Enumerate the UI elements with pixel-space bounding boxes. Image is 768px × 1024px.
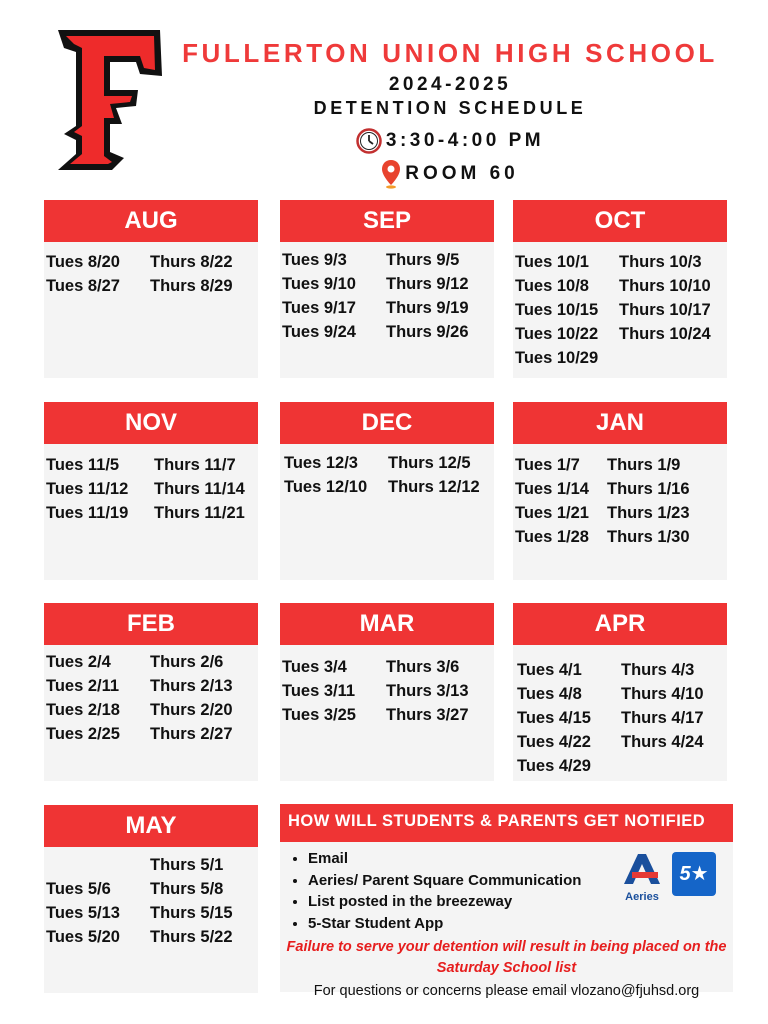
- month-card-mar: [280, 603, 494, 781]
- date-row: [513, 322, 727, 346]
- date-list: [280, 444, 494, 499]
- notification-panel: [280, 804, 733, 999]
- map-pin-icon: [381, 159, 401, 189]
- thursday-date: Thurs 2/13: [150, 677, 233, 695]
- thursday-date: Thurs 2/6: [150, 653, 224, 671]
- tuesday-date: Tues 3/4: [282, 658, 347, 676]
- thursday-date: Thurs 10/10: [619, 277, 711, 295]
- thursday-date: Thurs 10/17: [619, 301, 711, 319]
- thursday-date: Thurs 1/30: [607, 528, 690, 546]
- date-row: [515, 682, 727, 706]
- month-card-jan: [513, 402, 727, 580]
- thursday-date: [621, 754, 727, 778]
- tuesday-date: Tues 1/14: [515, 480, 589, 498]
- thursday-date: Thurs 9/12: [386, 275, 469, 293]
- tuesday-date: Tues 10/29: [515, 349, 599, 367]
- thursday-date: Thurs 8/29: [150, 277, 233, 295]
- five-star-logo: [672, 852, 716, 896]
- date-row: [513, 501, 727, 525]
- thursday-date: Thurs 5/15: [150, 904, 233, 922]
- date-row: [515, 658, 727, 682]
- date-row: [513, 477, 727, 501]
- date-list: [280, 645, 494, 727]
- warning-text: Failure to serve your detention will result in being placed on the Saturday School list: [286, 939, 727, 976]
- date-list: [44, 847, 258, 949]
- tuesday-date: Tues 12/10: [284, 478, 368, 496]
- notification-item: • List posted in the breezeway: [308, 891, 733, 913]
- thursday-date: Thurs 10/3: [619, 253, 702, 271]
- tuesday-date: Tues 8/27: [46, 277, 120, 295]
- date-row: [515, 754, 727, 778]
- month-title: MAY: [44, 805, 258, 847]
- date-row: [280, 296, 494, 320]
- thursday-date: Thurs 1/16: [607, 480, 690, 498]
- date-row: [44, 453, 258, 477]
- date-row: [280, 248, 494, 272]
- date-row: [44, 722, 258, 746]
- date-list: [44, 645, 258, 746]
- tuesday-date: Tues 3/25: [282, 706, 356, 724]
- month-title: JAN: [513, 402, 727, 444]
- thursday-date: Thurs 5/8: [150, 880, 224, 898]
- thursday-date: Thurs 4/17: [621, 709, 704, 727]
- date-row: [280, 703, 494, 727]
- aeries-logo: [620, 852, 664, 903]
- month-title: DEC: [280, 402, 494, 444]
- date-row: [515, 706, 727, 730]
- notification-list: [280, 848, 733, 934]
- tuesday-date: Tues 4/29: [517, 757, 591, 775]
- tuesday-date: Tues 3/11: [282, 682, 356, 700]
- date-row: [513, 346, 727, 370]
- room-text: ROOM 60: [405, 163, 519, 184]
- tuesday-date: [44, 853, 150, 877]
- tuesday-date: Tues 12/3: [284, 454, 358, 472]
- date-row: [513, 250, 727, 274]
- date-row: [513, 453, 727, 477]
- month-title: OCT: [513, 200, 727, 242]
- month-title: AUG: [44, 200, 258, 242]
- thursday-date: Thurs 10/24: [619, 325, 711, 343]
- month-title: NOV: [44, 402, 258, 444]
- tuesday-date: Tues 4/15: [517, 709, 591, 727]
- thursday-date: Thurs 2/27: [150, 725, 233, 743]
- date-row: [44, 477, 258, 501]
- date-row: [44, 698, 258, 722]
- tuesday-date: Tues 11/5: [46, 456, 120, 474]
- thursday-date: Thurs 9/26: [386, 323, 469, 341]
- tuesday-date: Tues 1/21: [515, 504, 589, 522]
- time-text: 3:30-4:00 PM: [385, 130, 545, 151]
- aeries-a-icon: [620, 852, 664, 886]
- month-card-oct: [513, 200, 727, 378]
- date-row: [44, 274, 258, 298]
- thursday-date: Thurs 3/13: [386, 682, 469, 700]
- date-row: [44, 250, 258, 274]
- month-title: MAR: [280, 603, 494, 645]
- date-row: [280, 679, 494, 703]
- month-card-nov: [44, 402, 258, 580]
- tuesday-date: Tues 4/1: [517, 661, 582, 679]
- date-row: [44, 901, 258, 925]
- date-list: [513, 645, 727, 778]
- tuesday-date: Tues 4/8: [517, 685, 582, 703]
- tuesday-date: Tues 2/4: [46, 653, 111, 671]
- clock-icon: [356, 128, 382, 154]
- thursday-date: Thurs 5/22: [150, 928, 233, 946]
- date-row: [515, 730, 727, 754]
- date-row: [44, 650, 258, 674]
- tuesday-date: Tues 9/17: [282, 299, 356, 317]
- aeries-label: Aeries: [625, 891, 659, 903]
- school-f-logo: [52, 28, 164, 174]
- room-line: [170, 159, 730, 195]
- thursday-date: Thurs 9/19: [386, 299, 469, 317]
- tuesday-date: Tues 5/13: [46, 904, 120, 922]
- page-title: DETENTION SCHEDULE: [313, 98, 587, 118]
- month-card-feb: [44, 603, 258, 781]
- tuesday-date: Tues 9/3: [282, 251, 347, 269]
- thursday-date: Thurs 2/20: [150, 701, 233, 719]
- tuesday-date: Tues 10/8: [515, 277, 589, 295]
- tuesday-date: Tues 9/24: [282, 323, 356, 341]
- date-list: [44, 444, 258, 525]
- notification-item: • 5-Star Student App: [308, 913, 733, 935]
- thursday-date: Thurs 4/24: [621, 733, 704, 751]
- tuesday-date: Tues 5/20: [46, 928, 120, 946]
- contact-text: For questions or concerns please email vlozano@fjuhsd.org: [313, 983, 700, 999]
- tuesday-date: Tues 4/22: [517, 733, 591, 751]
- time-line: [170, 128, 730, 160]
- date-list: [280, 242, 494, 344]
- school-year: 2024-2025: [388, 74, 512, 95]
- five-star-label: 5★: [679, 863, 709, 885]
- thursday-date: Thurs 12/5: [388, 454, 471, 472]
- month-title: APR: [513, 603, 727, 645]
- tuesday-date: Tues 11/19: [46, 504, 129, 522]
- school-name: FULLERTON UNION HIGH SCHOOL: [182, 38, 718, 68]
- date-row: [44, 501, 258, 525]
- tuesday-date: Tues 2/11: [46, 677, 120, 695]
- thursday-date: Thurs 1/9: [607, 456, 681, 474]
- notification-title: HOW WILL STUDENTS & PARENTS GET NOTIFIED: [280, 804, 733, 842]
- tuesday-date: Tues 1/7: [515, 456, 580, 474]
- tuesday-date: Tues 10/1: [515, 253, 589, 271]
- thursday-date: Thurs 9/5: [386, 251, 460, 269]
- thursday-date: Thurs 4/10: [621, 685, 704, 703]
- date-row: [280, 320, 494, 344]
- date-row: [513, 274, 727, 298]
- date-row: [513, 525, 727, 549]
- date-row: [44, 925, 258, 949]
- month-card-apr: [513, 603, 727, 781]
- tuesday-date: Tues 2/18: [46, 701, 120, 719]
- thursday-date: Thurs 3/6: [386, 658, 460, 676]
- date-row: [280, 475, 494, 499]
- month-title: FEB: [44, 603, 258, 645]
- tuesday-date: Tues 5/6: [46, 880, 111, 898]
- tuesday-date: Tues 10/15: [515, 301, 599, 319]
- tuesday-date: Tues 11/12: [46, 480, 129, 498]
- tuesday-date: Tues 8/20: [46, 253, 120, 271]
- date-list: [513, 444, 727, 549]
- date-row: [513, 298, 727, 322]
- thursday-date: Thurs 11/14: [154, 480, 245, 498]
- date-list: [513, 242, 727, 370]
- notification-item: • Aeries/ Parent Square Communication: [308, 870, 733, 892]
- date-row: [44, 674, 258, 698]
- date-row: [280, 272, 494, 296]
- date-row: [44, 853, 258, 877]
- thursday-date: Thurs 11/7: [154, 456, 236, 474]
- thursday-date: Thurs 5/1: [150, 856, 224, 874]
- thursday-date: [619, 346, 727, 370]
- thursday-date: Thurs 4/3: [621, 661, 695, 679]
- date-row: [44, 877, 258, 901]
- thursday-date: Thurs 12/12: [388, 478, 480, 496]
- tuesday-date: Tues 9/10: [282, 275, 356, 293]
- date-list: [44, 242, 258, 298]
- thursday-date: Thurs 8/22: [150, 253, 233, 271]
- tuesday-date: Tues 2/25: [46, 725, 120, 743]
- tuesday-date: Tues 1/28: [515, 528, 589, 546]
- month-card-dec: [280, 402, 494, 580]
- thursday-date: Thurs 1/23: [607, 504, 690, 522]
- month-card-aug: [44, 200, 258, 378]
- notification-item: • Email: [308, 848, 733, 870]
- date-row: [280, 655, 494, 679]
- thursday-date: Thurs 3/27: [386, 706, 469, 724]
- month-card-sep: [280, 200, 494, 378]
- month-card-may: [44, 805, 258, 993]
- tuesday-date: Tues 10/22: [515, 325, 599, 343]
- month-title: SEP: [280, 200, 494, 242]
- thursday-date: Thurs 11/21: [154, 504, 245, 522]
- date-row: [280, 451, 494, 475]
